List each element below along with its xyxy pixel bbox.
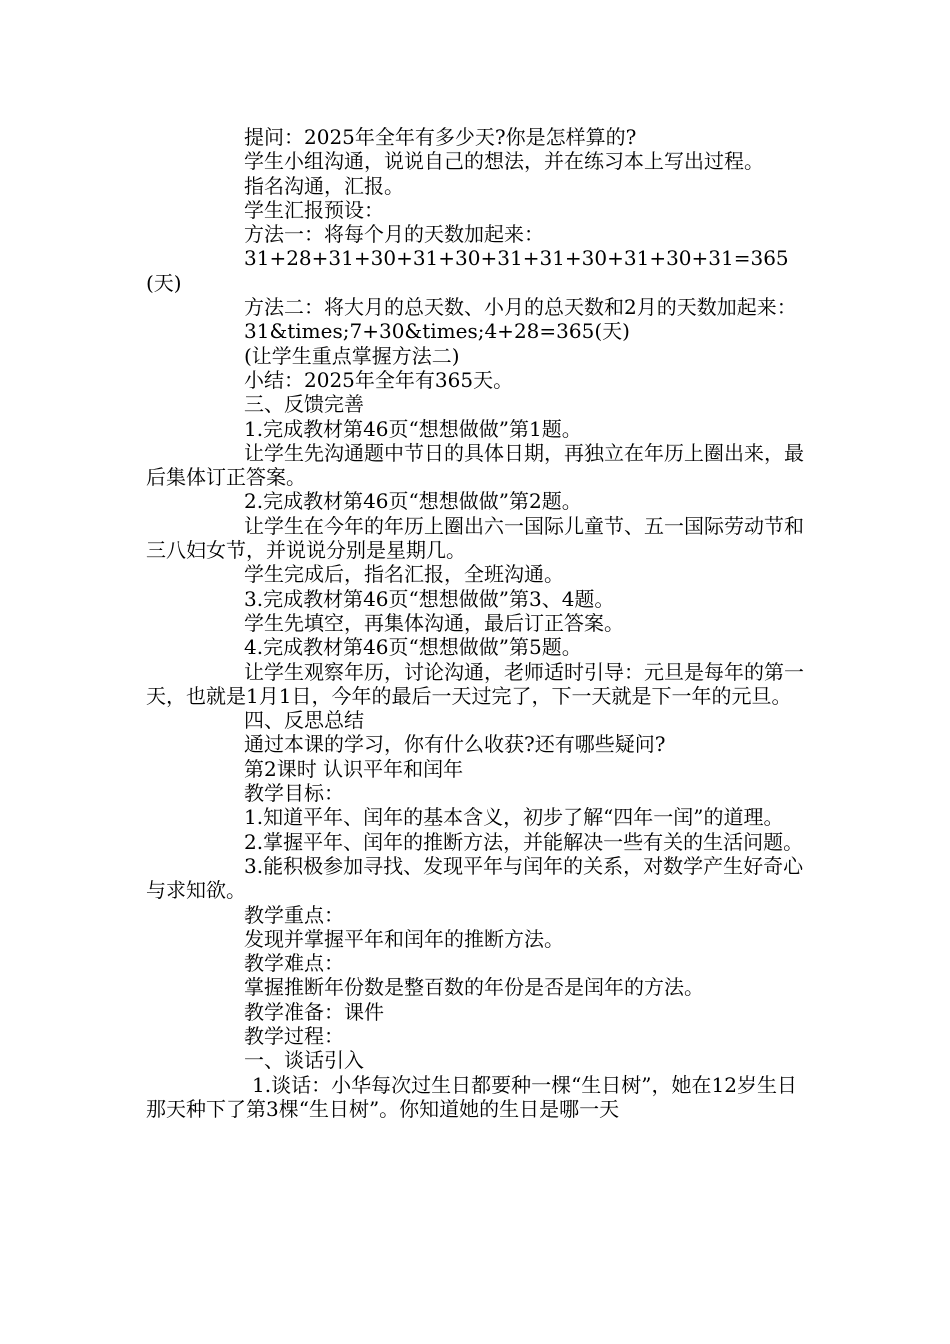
paragraph-method-one-formula: 31+28+31+30+31+30+31+31+30+31+30+31=365(天) [146,246,789,295]
heading-teaching-goals: 教学目标： [244,781,344,806]
section-heading-reflection: 四、反思总结 [244,708,364,733]
paragraph-summary: 小结：2025年全年有365天。 [244,367,514,392]
paragraph-group-discussion: 学生小组沟通，说说自己的想法，并在练习本上写出过程。 [244,149,764,174]
paragraph-method-two: 方法二：将大月的总天数、小月的总天数和2月的天数加起来： [244,295,797,320]
paragraph-introduction-talk: 1.谈话：小华每次过生日都要种一棵“生日树”，她在12岁生日那天种下了第3棵“生日树”。你知道她的生日是哪一天 [146,1072,797,1121]
paragraph-exercise-1-detail: 让学生先沟通题中节日的具体日期，再独立在年历上圈出来，最后集体订正答案。 [146,440,804,490]
paragraph-goal-2: 2.掌握平年、闰年的推断方法，并能解决一些有关的生活问题。 [244,829,804,854]
document-body [146,125,814,1121]
paragraph-exercise-4-detail: 让学生观察年历，讨论沟通，老师适时引导：元旦是每年的第一天，也就是1月1日，今年的最后一天过完了，下一天就是下一年的元旦。 [146,659,804,708]
paragraph-key-points: 发现并掌握平年和闰年的推断方法。 [244,926,564,951]
heading-key-points: 教学重点： [244,902,344,927]
paragraph-exercise-2: 2.完成教材第46页“想想做做”第2题。 [244,489,582,514]
paragraph-exercise-4: 4.完成教材第46页“想想做做”第5题。 [244,635,582,660]
paragraph-method-one: 方法一：将每个月的天数加起来： [244,222,544,247]
paragraph-exercise-2-detail: 让学生在今年的年历上圈出六一国际儿童节、五一国际劳动节和三八妇女节，并说说分别是星期几。 [146,513,804,563]
paragraph-method-two-formula: 31&times;7+30&times;4+28=365(天) [244,319,630,344]
paragraph-report: 指名沟通，汇报。 [244,173,404,198]
paragraph-question: 提问：2025年全年有多少天?你是怎样算的? [244,125,637,149]
paragraph-goal-3: 3.能积极参加寻找、发现平年与闰年的关系，对数学产生好奇心与求知欲。 [146,853,804,903]
paragraph-exercise-3: 3.完成教材第46页“想想做做”第3、4题。 [244,586,615,611]
paragraph-exercise-2-report: 学生完成后，指名汇报，全班沟通。 [244,562,564,587]
paragraph-exercise-1: 1.完成教材第46页“想想做做”第1题。 [244,416,582,441]
paragraph-report-preset: 学生汇报预设： [244,197,384,222]
section-heading-introduction: 一、谈话引入 [244,1048,364,1073]
paragraph-focus-note: (让学生重点掌握方法二) [244,343,460,368]
section-heading-feedback: 三、反馈完善 [244,392,364,417]
paragraph-goal-1: 1.知道平年、闰年的基本含义，初步了解“四年一闰”的道理。 [244,805,784,830]
heading-teaching-process: 教学过程： [244,1023,344,1048]
paragraph-reflection-question: 通过本课的学习，你有什么收获?还有哪些疑问? [244,732,666,757]
lesson-title: 第2课时 认识平年和闰年 [244,756,464,781]
heading-difficulties: 教学难点： [244,951,344,976]
paragraph-difficulties: 掌握推断年份数是整百数的年份是否是闰年的方法。 [244,975,704,1000]
paragraph-exercise-3-detail: 学生先填空，再集体沟通，最后订正答案。 [244,610,624,635]
paragraph-preparation: 教学准备：课件 [244,999,384,1024]
